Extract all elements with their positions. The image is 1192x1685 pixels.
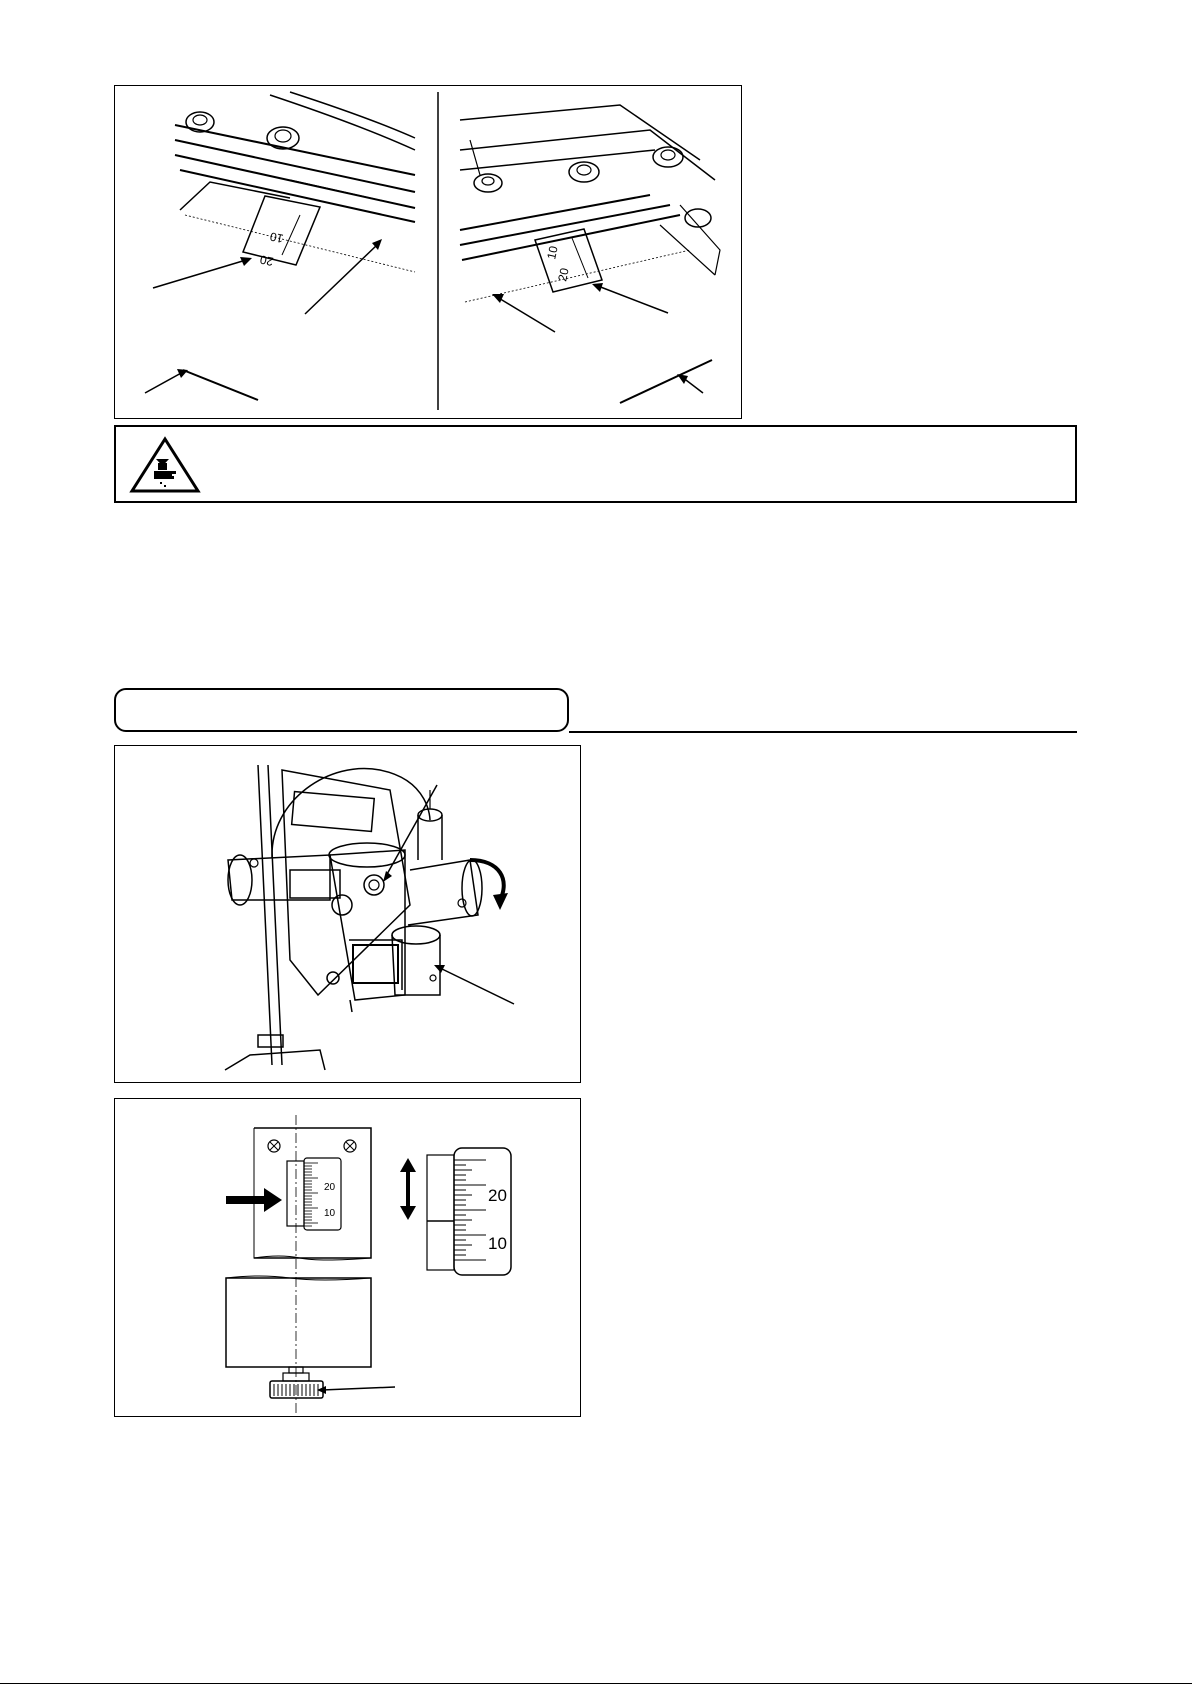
svg-text:10: 10 [488, 1234, 507, 1253]
svg-text:10: 10 [268, 229, 285, 246]
svg-text:10: 10 [544, 244, 561, 261]
svg-text:20: 20 [324, 1182, 336, 1193]
screw-icon [344, 1140, 356, 1152]
svg-text:20: 20 [555, 266, 572, 283]
up-down-arrow-icon [400, 1158, 416, 1220]
screw-icon [268, 1140, 280, 1152]
svg-text:10: 10 [324, 1208, 336, 1219]
large-scale-ticks [454, 1160, 486, 1260]
adjust-knob-icon [270, 1367, 323, 1398]
svg-text:20: 20 [258, 252, 275, 269]
small-scale-ticks [304, 1163, 318, 1226]
svg-text:20: 20 [488, 1186, 507, 1205]
page-bottom-rule [0, 1683, 1192, 1684]
